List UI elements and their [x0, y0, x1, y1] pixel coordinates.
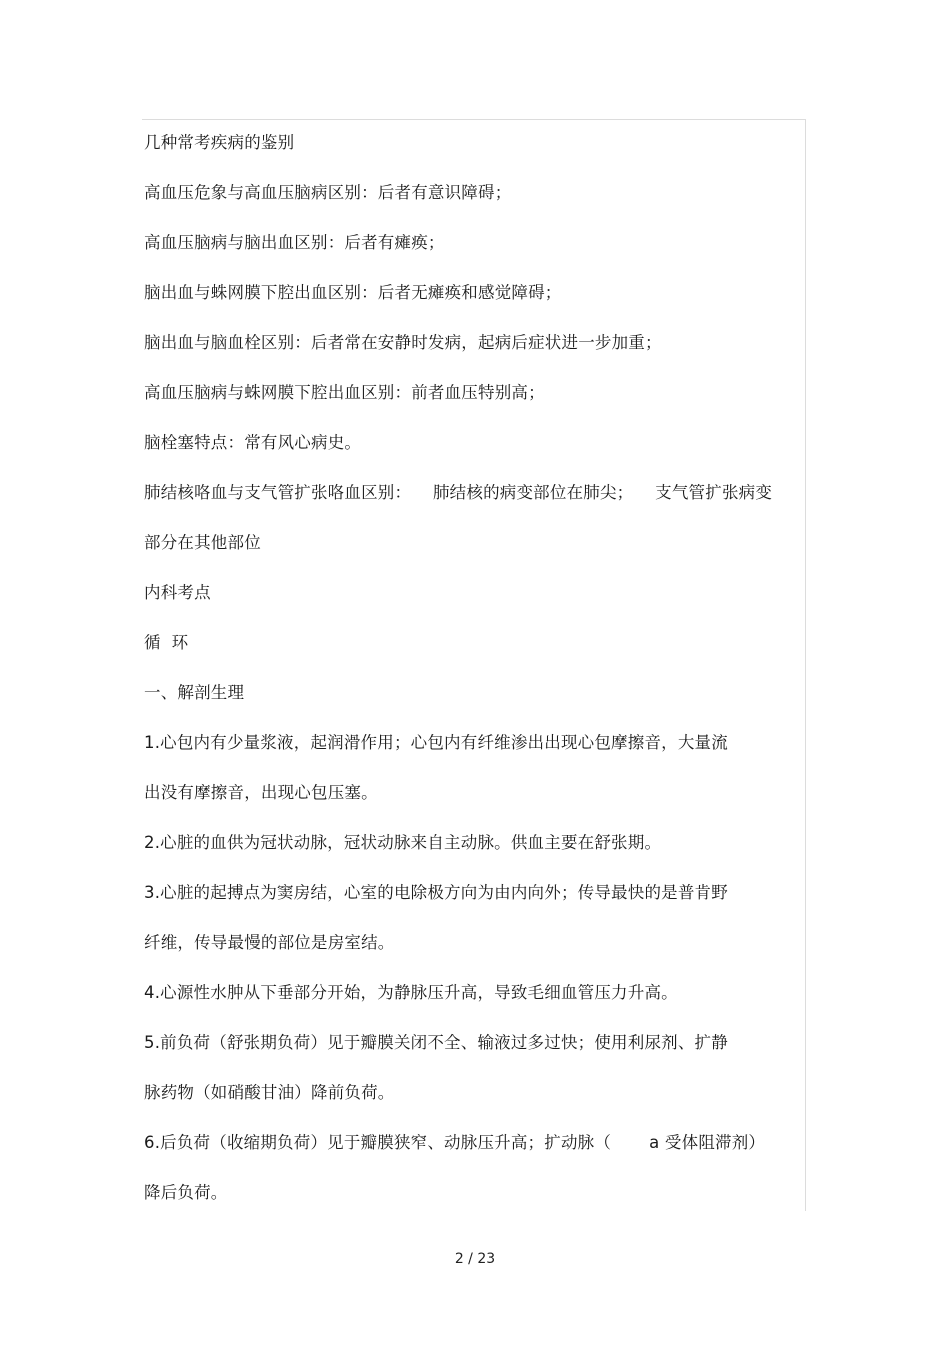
- document-body: [144, 125, 804, 1225]
- doc-line-subheading: 一、解剖生理: [144, 683, 245, 702]
- doc-line: 5.前负荷（舒张期负荷）见于瓣膜关闭不全、输液过多过快；使用利尿剂、扩静: [144, 1033, 728, 1052]
- doc-line: 降后负荷。: [144, 1183, 228, 1202]
- doc-line: 脑出血与蛛网膜下腔出血区别：后者无瘫痪和感觉障碍；: [144, 283, 562, 302]
- doc-line: 高血压脑病与蛛网膜下腔出血区别：前者血压特别高；: [144, 383, 545, 402]
- doc-line: 高血压脑病与脑出血区别：后者有瘫痪；: [144, 233, 445, 252]
- doc-line: 脑栓塞特点：常有风心病史。: [144, 433, 362, 452]
- doc-line: 1.心包内有少量浆液，起润滑作用；心包内有纤维渗出出现心包摩擦音，大量流: [144, 733, 728, 752]
- doc-line: 2.心脏的血供为冠状动脉，冠状动脉来自主动脉。供血主要在舒张期。: [144, 833, 662, 852]
- doc-line: 6.后负荷（收缩期负荷）见于瓣膜狭窄、动脉压升高；扩动脉（ a 受体阻滞剂）: [144, 1133, 766, 1152]
- doc-line: 3.心脏的起搏点为窦房结，心室的电除极方向为由内向外；传导最快的是普肯野: [144, 883, 728, 902]
- page-number: 2 / 23: [454, 1251, 496, 1267]
- doc-line: 部分在其他部位: [144, 533, 261, 552]
- doc-line: 肺结核咯血与支气管扩张咯血区别： 肺结核的病变部位在肺尖； 支气管扩张病变: [144, 483, 773, 502]
- doc-line-section-title: 内科考点: [144, 583, 211, 602]
- doc-line: 脑出血与脑血栓区别：后者常在安静时发病，起病后症状进一步加重；: [144, 333, 662, 352]
- doc-line: 纤维，传导最慢的部位是房室结。: [144, 933, 395, 952]
- doc-line: 脉药物（如硝酸甘油）降前负荷。: [144, 1083, 395, 1102]
- doc-line-section-title: 循 环: [144, 633, 189, 652]
- doc-line: 高血压危象与高血压脑病区别：后者有意识障碍；: [144, 183, 512, 202]
- doc-line-heading: 几种常考疾病的鉴别: [144, 133, 295, 152]
- doc-line: 出没有摩擦音，出现心包压塞。: [144, 783, 378, 802]
- doc-line: 4.心源性水肿从下垂部分开始，为静脉压升高，导致毛细血管压力升高。: [144, 983, 678, 1002]
